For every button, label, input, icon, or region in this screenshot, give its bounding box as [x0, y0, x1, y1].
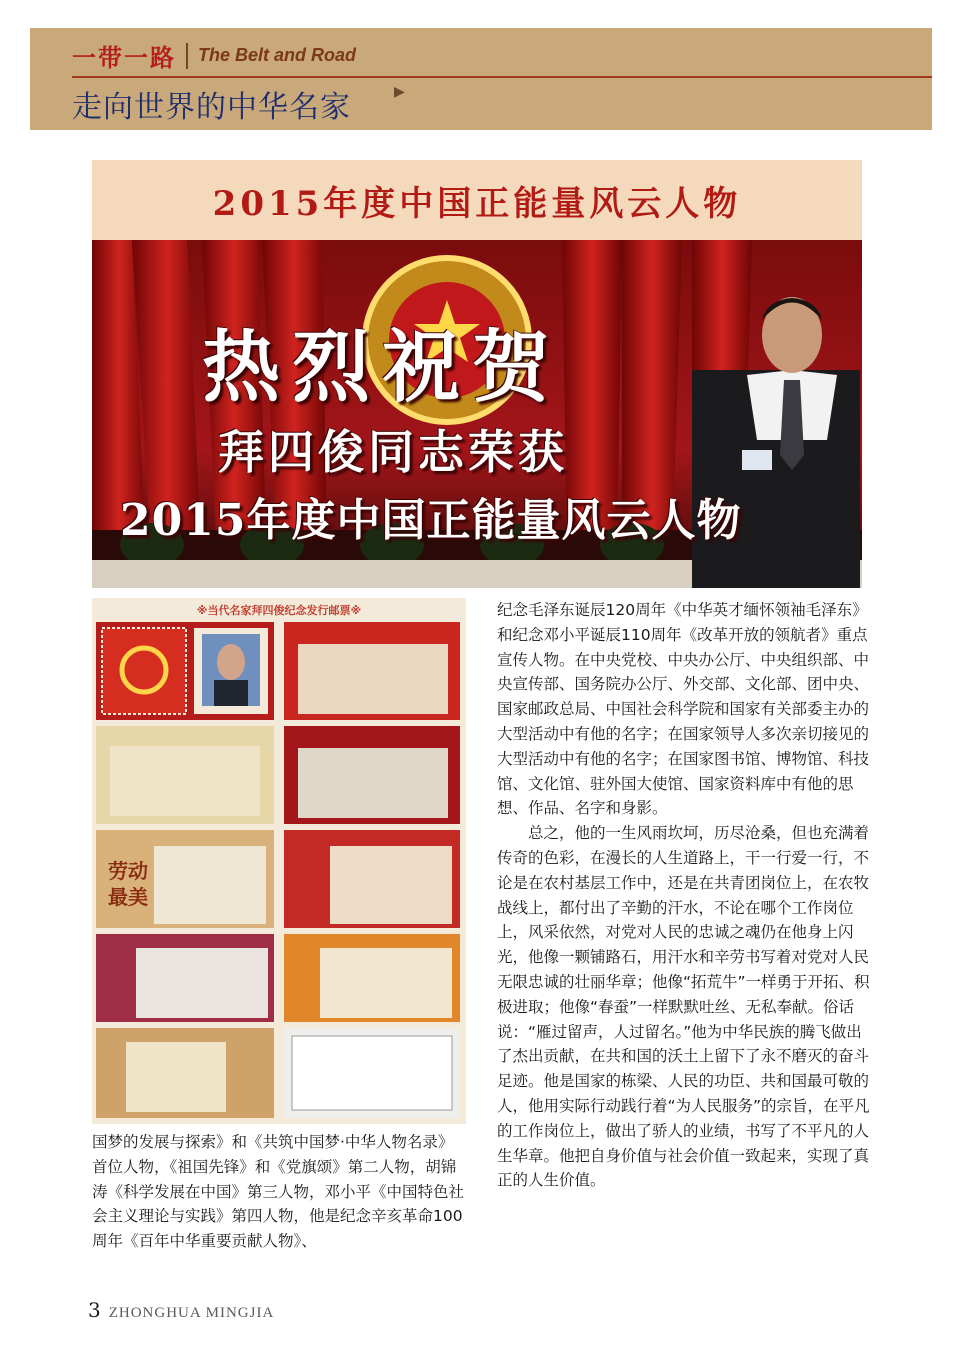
page-footer — [88, 1298, 274, 1322]
article-paragraph: 总之，他的一生风雨坎坷，历尽沧桑，但也充满着传奇的色彩，在漫长的人生道路上，干一行爱一行，不论是在农村基层工作中，还是在共青团岗位上，在农牧战线上，都付出了辛勤的汗水，不论在哪个工作岗位上，风采依然，对党对人民的忠诚之魂仍在他身上闪光，他像一颗铺路石，用汗水和辛劳书写着对党对人民无限忠诚的壮丽华章；他像“拓荒牛”一样勇于开拓、积极进取；他像“春蚕”一样默默吐丝、无私奉献。俗话说：“雁过留声，人过留名。”他为中华民族的腾飞做出了杰出贡献，在共和国的沃土上留下了永不磨灭的奋斗足迹。他是国家的栋梁、人民的功臣、共和国最可敬的人，他用实际行动践行着“为人民服务”的宗旨，在平凡的工作岗位上，做出了骄人的业绩，书写了不平凡的人生华章。他把自身价值与社会价值一致起来，实现了真正的人生价值。 — [497, 824, 870, 1190]
svg-text:最美: 最美 — [108, 885, 148, 909]
series-title-cn: 一带一路 — [72, 44, 176, 72]
banner-photo — [92, 240, 862, 588]
article-column-left — [92, 1130, 468, 1254]
stamps-caption: ※当代名家拜四俊纪念发行邮票※ — [196, 604, 362, 617]
stamp-collection — [92, 598, 466, 1124]
series-divider — [186, 43, 188, 69]
page-number: 3 — [88, 1298, 101, 1322]
header-rule — [72, 76, 932, 78]
play-arrow-icon: ▶ — [394, 84, 405, 100]
photo-subheadline: 拜四俊同志荣获 — [218, 425, 568, 479]
stamp-sheets-illustration — [92, 598, 466, 1124]
photo-award-line: 2015年度中国正能量风云人物 — [120, 495, 742, 546]
article-paragraph: 国梦的发展与探索》和《共筑中国梦·中华人物名录》首位人物，《祖国先锋》和《党旗颂》第二人物，胡锦涛《科学发展在中国》第三人物，邓小平《中国特色社会主义理论与实践》第四人物，他是纪念辛亥革命100周年《百年中华重要贡献人物》、 — [92, 1133, 465, 1251]
article-column-right — [497, 598, 871, 1193]
section-title: 走向世界的中华名家 — [72, 90, 351, 125]
banner-title: 2015年度中国正能量风云人物 — [212, 184, 742, 224]
series-label — [72, 38, 356, 73]
section-header — [30, 28, 932, 130]
svg-text:劳动: 劳动 — [108, 859, 148, 883]
article-paragraph: 纪念毛泽东诞辰120周年《中华英才缅怀领袖毛泽东》和纪念邓小平诞辰110周年《改革开放的领航者》重点宣传人物。在中央党校、中央办公厅、中央组织部、中央宣传部、国务院办公厅、外交部、文化部、团中央、国家邮政总局、中国社会科学院和国家有关部委主办的大型活动中有他的名字；在国家领导人多次亲切接见的大型活动中有他的名字；在国家图书馆、博物馆、科技馆、文化馆、驻外国大使馆、国家资料库中有他的思想、作品、名字和身影。 — [497, 601, 870, 818]
photo-headline: 热烈祝贺 — [202, 322, 563, 413]
series-title-en: The Belt and Road — [198, 45, 357, 65]
feature-banner — [92, 160, 862, 588]
banner-title-strip — [92, 160, 862, 240]
magazine-name: ZHONGHUA MINGJIA — [108, 1305, 275, 1321]
